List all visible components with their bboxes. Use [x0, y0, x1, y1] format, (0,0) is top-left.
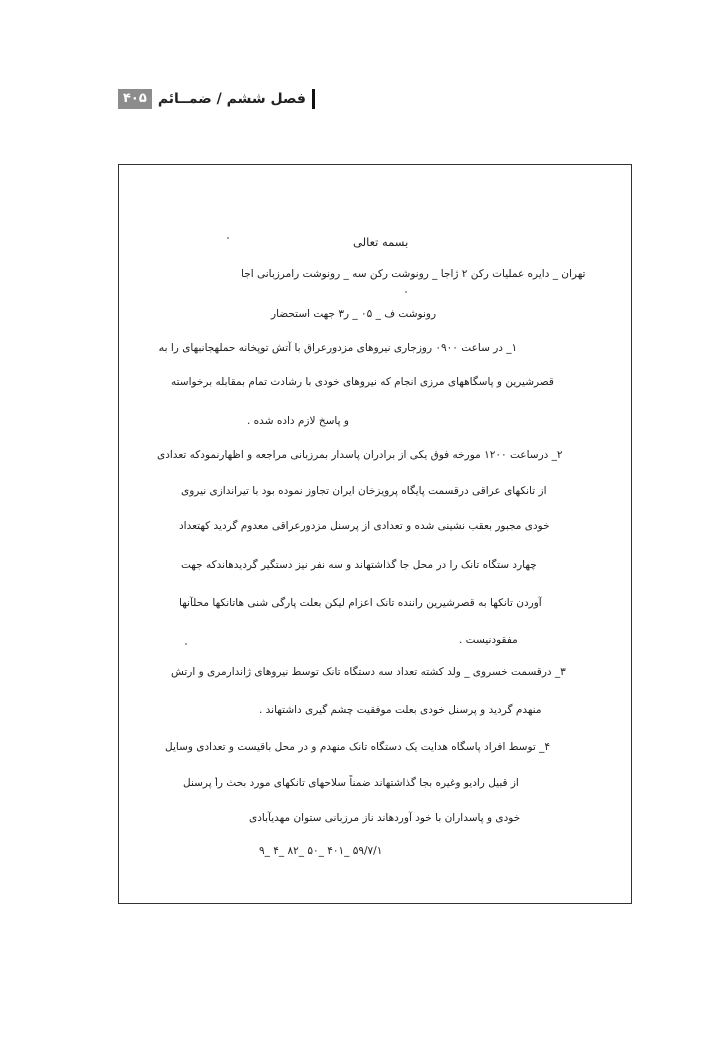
document-line: از قبیل رادیو وغیره بجا گذاشتهاند ضمناً سلاحهای تانکهای مورد بحث را پرسنل: [183, 777, 519, 789]
document-line: رونوشت ف _ ۰۵ _ ر۳ جهت استحضار: [271, 308, 437, 320]
document-line: مفقودنیست .: [459, 634, 518, 646]
document-line: چهارد ستگاه تانک را در محل جا گذاشتهاند و سه نفر نیز دستگیر گردیدهاندکه جهت: [181, 559, 537, 571]
scan-speck: [405, 291, 407, 293]
document-line: آوردن تانکها به قصرشیرین راننده تانک اعزام لیکن بعلت پارگی شنی هاتانکها محلآنها: [179, 597, 542, 609]
document-line: خودی مجبور بعقب نشینی شده و تعدادی از پرسنل مزدورعراقی معدوم گردید کهتعداد: [179, 520, 550, 532]
document-line: خودی و پاسداران با خود آوردهاند ناز مرزبانی ستوان مهدیآبادی: [249, 812, 521, 824]
header-divider: [312, 89, 315, 109]
document-line: از تانکهای عراقی درقسمت پایگاه پرویزخان ایران تجاوز نموده بود با تیراندازی نیروی: [181, 485, 547, 497]
document-reference: ۹_ ۴_ ۸۲_ ۵۰_ ۴۰۱_ ۵۹/۷/۱: [259, 845, 383, 857]
document-heading: بسمه تعالی: [353, 235, 409, 249]
chapter-title: فصل ششم / ضمــائم: [157, 91, 306, 107]
scanned-document: [118, 164, 632, 904]
document-line: تهران _ دایره عملیات رکن ۲ ژاجا _ رونوشت رکن سه _ رونوشت رامرزبانی اجا: [241, 268, 586, 280]
document-line: ۴_ توسط افراد پاسگاه هدایت یک دستگاه تانک منهدم و در محل باقیست و تعدادی وسایل: [165, 741, 551, 753]
document-line: و پاسخ لازم داده شده .: [247, 415, 349, 427]
scan-speck: [227, 237, 229, 239]
document-line: ۳_ درقسمت خسروی _ ولد کشته تعداد سه دستگاه تانک توسط نیروهای ژاندارمری و ارتش: [171, 666, 566, 678]
document-line: ۲_ درساعت ۱۲۰۰ مورخه فوق یکی از برادران پاسدار بمرزبانی مراجعه و اظهارنمودکه تعدادی: [157, 449, 563, 461]
document-line: قصرشیرین و پاسگاههای مرزی انجام که نیروهای خودی با رشادت تمام بمقابله برخواسته: [171, 376, 554, 388]
page-number: ۴۰۵: [118, 89, 152, 109]
running-header: [118, 88, 315, 110]
scan-speck: [185, 643, 187, 645]
document-line: ۱_ در ساعت ۰۹۰۰ روزجاری نیروهای مزدورعراق با آتش توپخانه حملهجانبهای را به: [159, 342, 518, 354]
document-line: منهدم گردید و پرسنل خودی بعلت موفقیت چشم گیری داشتهاند .: [259, 704, 542, 716]
